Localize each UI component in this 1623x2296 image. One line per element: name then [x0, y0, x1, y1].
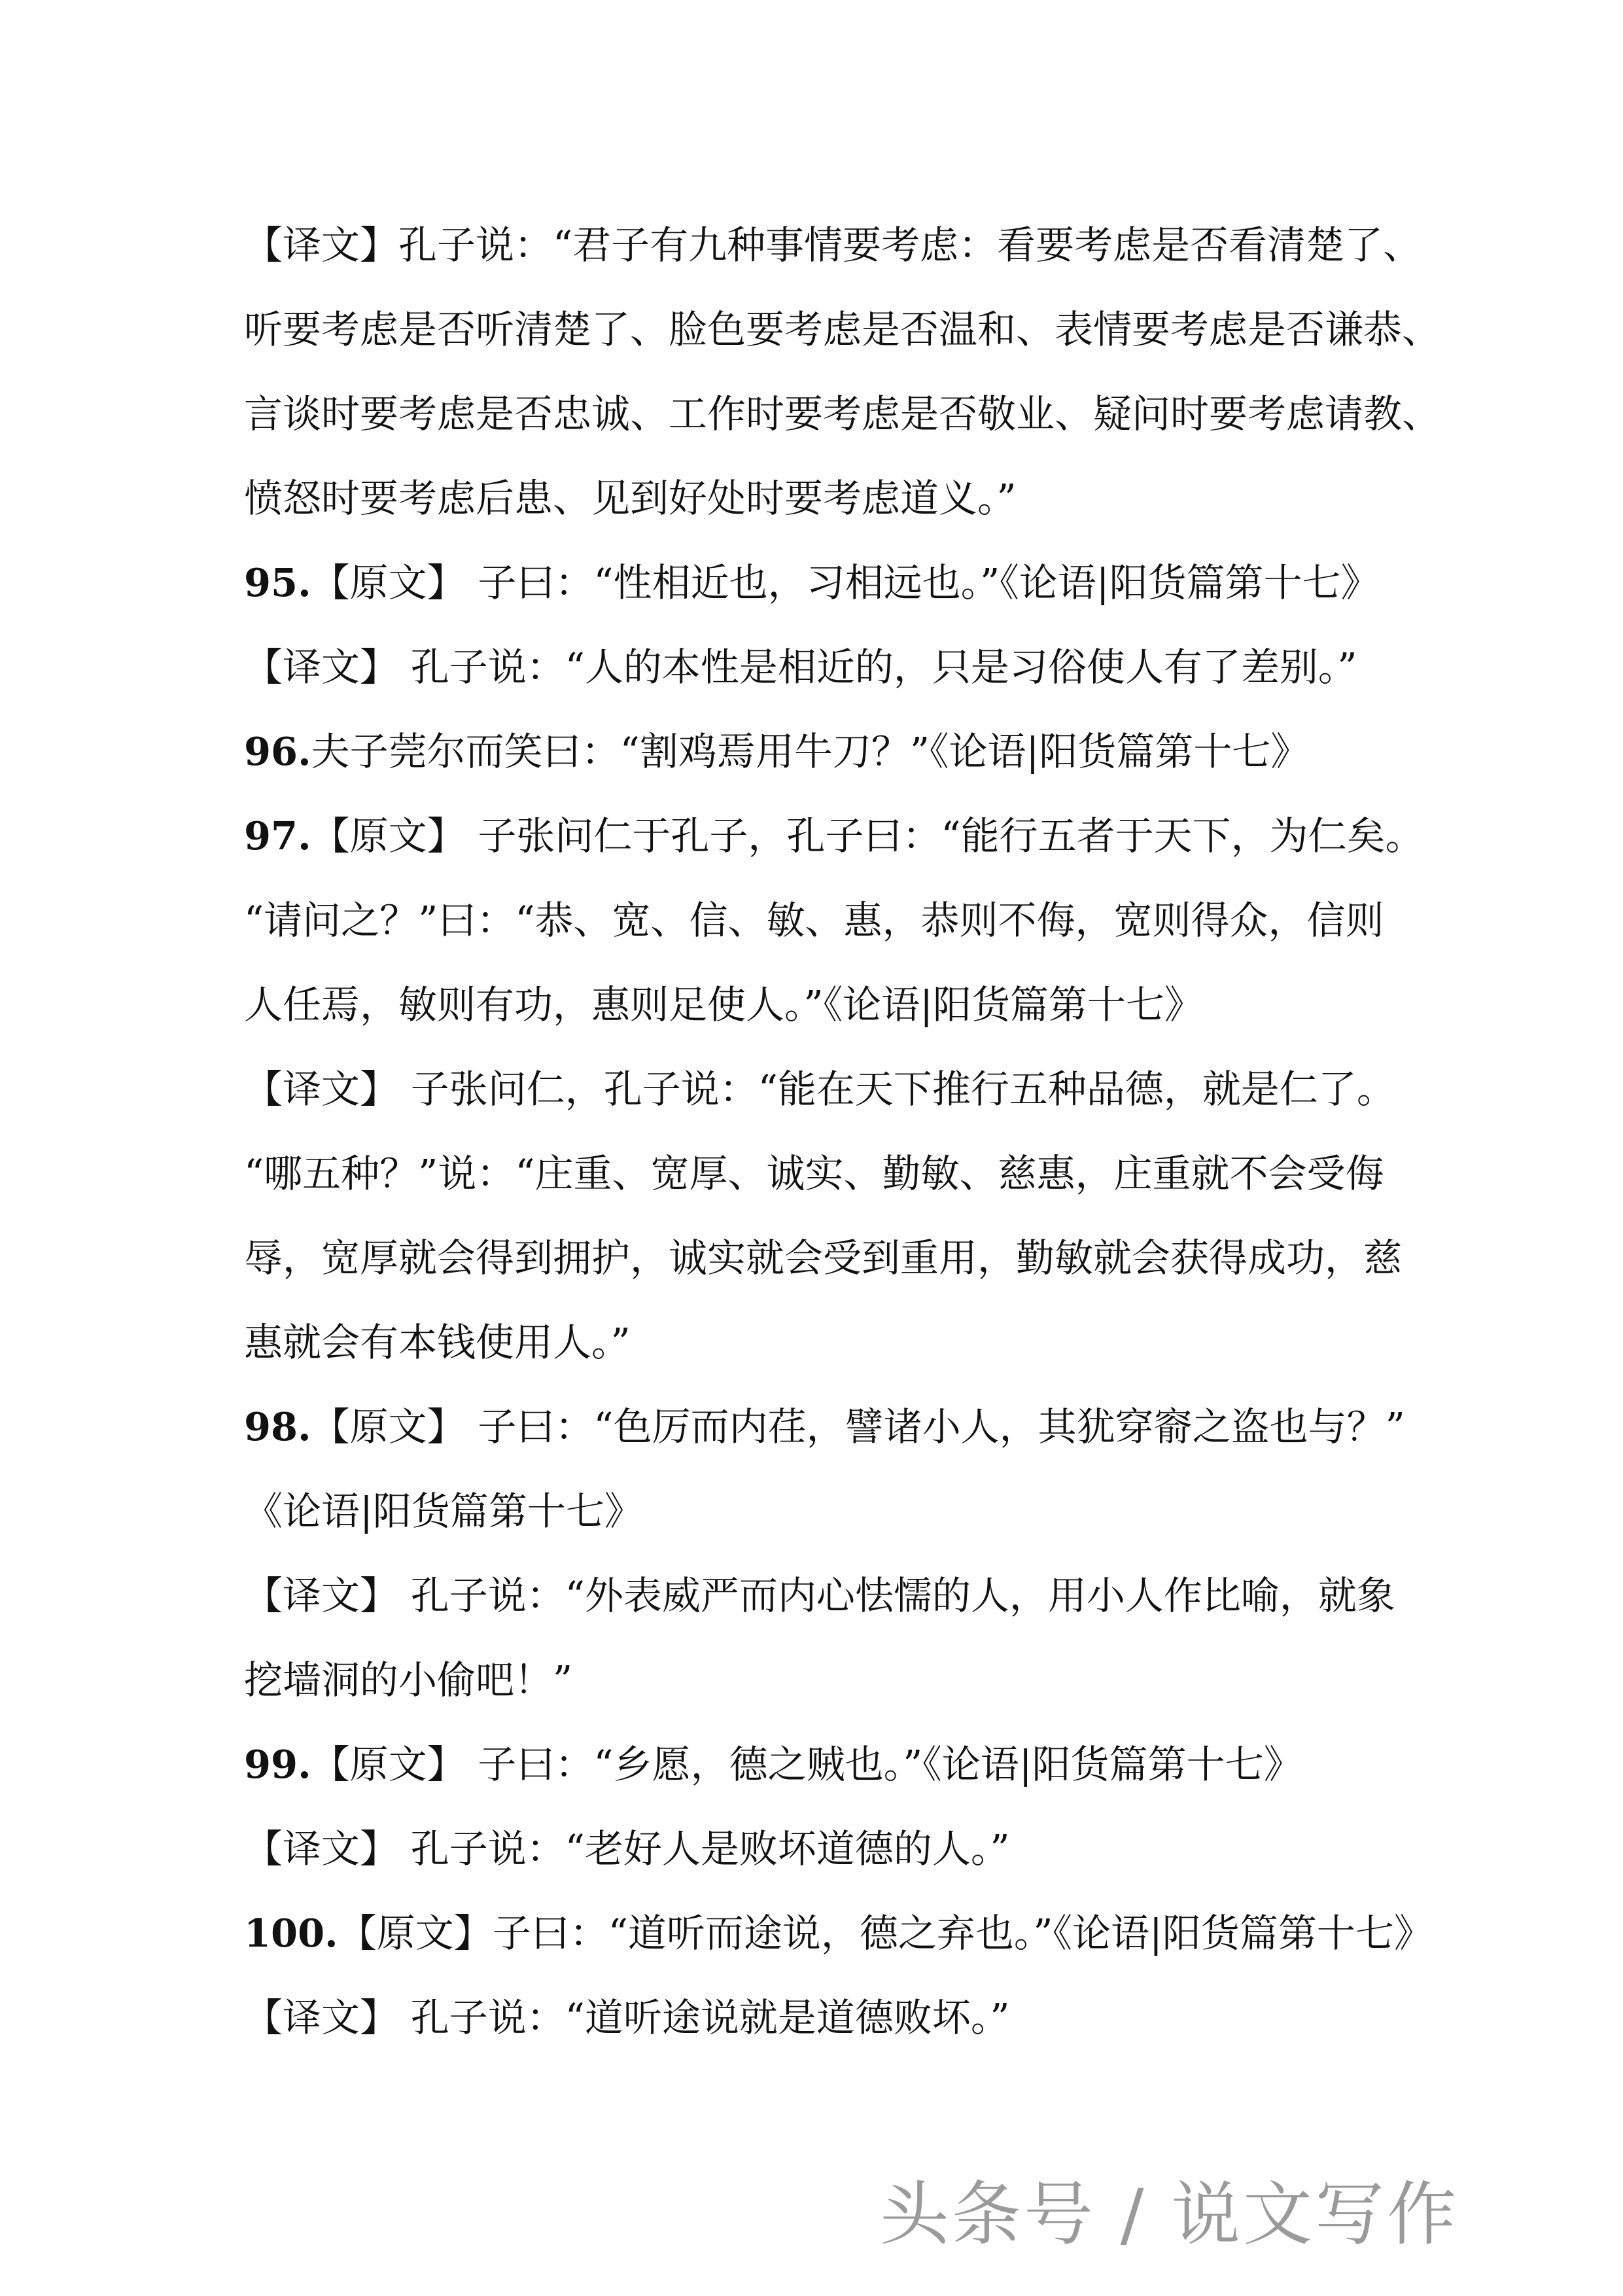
text-line-21 [244, 1907, 1433, 1960]
text-line-8 [244, 810, 1424, 862]
text-line-18 [244, 1654, 1395, 1706]
text-line-5 [244, 557, 1395, 609]
line-text: 《论语|阳货篇第十七》 [244, 1489, 643, 1534]
text-line-2 [244, 304, 1441, 356]
line-text: 惠就会有本钱使用人。” [244, 1320, 631, 1365]
line-text: 【原文】 子曰：“色厉而内荏，譬诸小人，其犹穿窬之盗也与？” [311, 1404, 1405, 1449]
line-text: 【译文】 孔子说：“外表威严而内心怯懦的人，用小人作比喻，就象 [244, 1573, 1395, 1618]
line-text: 辱，宽厚就会得到拥护，诚实就会受到重用，勤敏就会获得成功，慈 [244, 1235, 1403, 1280]
text-line-19 [244, 1739, 1395, 1791]
line-text: 【译文】 孔子说：“人的本性是相近的，只是习俗使人有了差别。” [244, 645, 1357, 690]
line-text: 【译文】孔子说：“君子有九种事情要考虑：看要考虑是否看清楚了、 [244, 222, 1422, 268]
line-text: 【原文】 子曰：“乡愿，德之贼也。”《论语|阳货篇第十七》 [311, 1742, 1302, 1787]
watermark: 头条号 / 说文写作 [880, 2174, 1459, 2255]
line-text: 【译文】 孔子说：“老好人是败坏道德的人。” [244, 1826, 1010, 1871]
item-number: 99. [244, 1742, 311, 1787]
text-line-10 [244, 979, 1395, 1031]
text-line-17 [244, 1570, 1395, 1622]
text-line-1 [244, 219, 1422, 272]
text-line-11 [244, 1063, 1395, 1116]
text-line-4 [244, 472, 1395, 525]
line-text: 愤怒时要考虑后患、见到好处时要考虑道义。” [244, 476, 1017, 521]
text-line-9 [244, 894, 1395, 947]
text-line-14 [244, 1316, 1395, 1369]
item-number: 100. [244, 1911, 338, 1956]
text-line-22 [244, 1992, 1395, 2044]
text-line-12 [244, 1148, 1395, 1200]
text-line-3 [244, 388, 1441, 440]
line-text: 【译文】 孔子说：“道听途说就是道德败坏。” [244, 1995, 1010, 2040]
line-text: 言谈时要考虑是否忠诚、工作时要考虑是否敬业、疑问时要考虑请教、 [244, 391, 1441, 436]
line-text: “哪五种？”说：“庄重、宽厚、诚实、勤敏、慈惠，庄重就不会受侮 [244, 1151, 1384, 1196]
line-text: 听要考虑是否听清楚了、脸色要考虑是否温和、表情要考虑是否谦恭、 [244, 307, 1441, 352]
text-line-15 [244, 1401, 1405, 1453]
line-text: “请问之？”曰：“恭、宽、信、敏、惠，恭则不侮，宽则得众，信则 [244, 898, 1384, 943]
item-number: 97. [244, 813, 311, 858]
text-line-16 [244, 1485, 1395, 1538]
line-text: 【译文】 子张问仁，孔子说：“能在天下推行五种品德，就是仁了。 [244, 1067, 1395, 1112]
item-number: 98. [244, 1404, 311, 1449]
line-text: 【原文】 子张问仁于孔子，孔子曰：“能行五者于天下，为仁矣。 [311, 813, 1424, 858]
line-text: 夫子莞尔而笑曰：“割鸡焉用牛刀？”《论语|阳货篇第十七》 [311, 729, 1310, 774]
text-line-6 [244, 641, 1395, 694]
text-line-7 [244, 726, 1395, 778]
line-text: 人任焉，敏则有功，惠则足使人。”《论语|阳货篇第十七》 [244, 982, 1204, 1027]
item-number: 95. [244, 560, 311, 605]
line-text: 挖墙洞的小偷吧！” [244, 1657, 573, 1703]
item-number: 96. [244, 729, 311, 774]
line-text: 【原文】子曰：“道听而途说，德之弃也。”《论语|阳货篇第十七》 [338, 1911, 1433, 1956]
text-line-13 [244, 1232, 1403, 1284]
line-text: 【原文】 子曰：“性相近也，习相远也。”《论语|阳货篇第十七》 [311, 560, 1380, 605]
text-line-20 [244, 1823, 1395, 1875]
